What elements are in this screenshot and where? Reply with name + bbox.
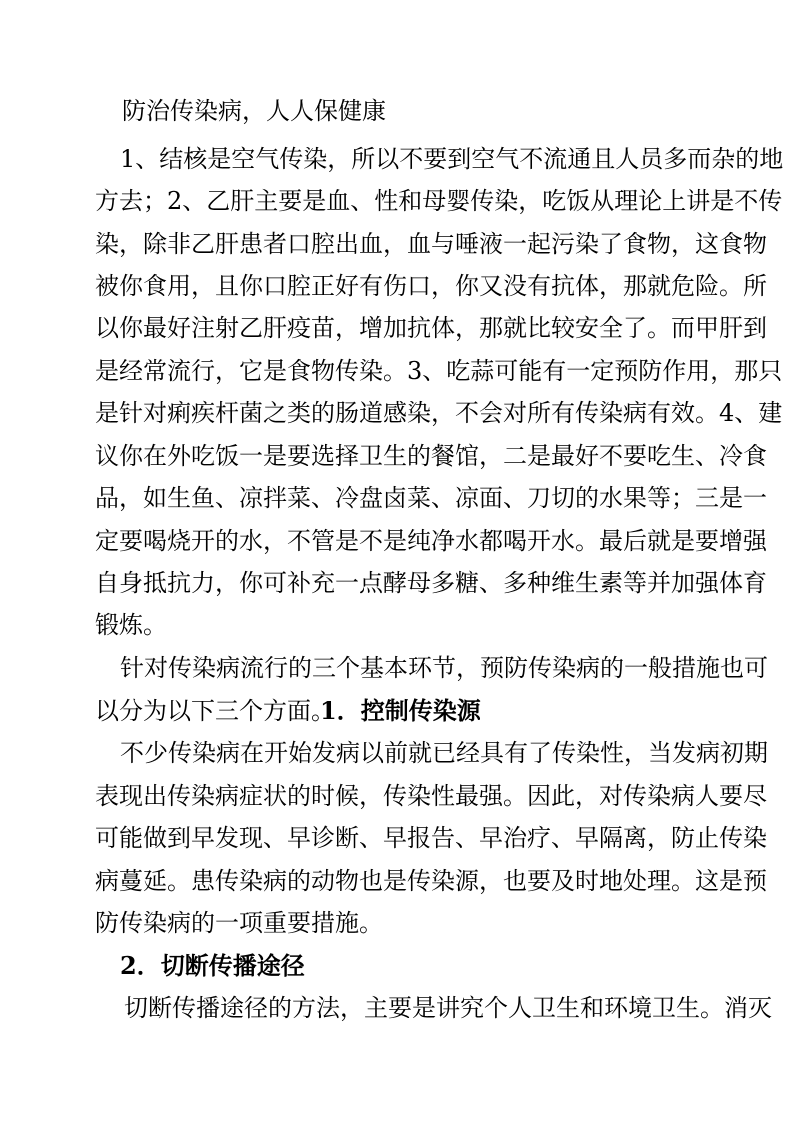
paragraph3-line-2: 表现出传染病症状的时候，传染性最强。因此，对传染病人要尽: [95, 782, 767, 810]
paragraph4-line-1: 切断传播途径的方法，主要是讲究个人卫生和环境卫生。消灭: [124, 994, 772, 1022]
paragraph3-line-3: 可能做到早发现、早诊断、早报告、早治疗、早隔离，防止传染: [95, 824, 767, 852]
paragraph1-line-7: 是针对痢疾杆菌之类的肠道感染，不会对所有传染病有效。4、建: [95, 399, 783, 427]
document-title: 防治传染病，人人保健康: [122, 97, 386, 125]
paragraph1-line-11: 自身抵抗力，你可补充一点酵母多糖、多种维生素等并加强体育: [95, 569, 767, 597]
paragraph2-line-1: 针对传染病流行的三个基本环节，预防传染病的一般措施也可: [120, 654, 768, 682]
paragraph1-line-4: 被你食用，且你口腔正好有伤口，你又没有抗体，那就危险。所: [95, 272, 767, 300]
paragraph1-line-12: 锻炼。: [95, 611, 167, 639]
section-heading-1: 1．控制传染源: [320, 696, 481, 725]
paragraph1-line-2: 方去；2、乙肝主要是血、性和母婴传染，吃饭从理论上讲是不传: [95, 187, 783, 215]
paragraph1-line-1: 1、结核是空气传染，所以不要到空气不流通且人员多而杂的地: [120, 145, 784, 173]
paragraph1-line-8: 议你在外吃饭一是要选择卫生的餐馆，二是最好不要吃生、冷食: [95, 442, 767, 470]
paragraph1-line-9: 品，如生鱼、凉拌菜、冷盘卤菜、凉面、刀切的水果等；三是一: [95, 484, 767, 512]
paragraph1-line-6: 是经常流行，它是食物传染。3、吃蒜可能有一定预防作用，那只: [95, 357, 783, 385]
paragraph3-line-5: 防传染病的一项重要措施。: [95, 909, 383, 937]
paragraph3-line-1: 不少传染病在开始发病以前就已经具有了传染性，当发病初期: [120, 739, 768, 767]
paragraph2-line-2: 以分为以下三个方面。: [95, 697, 335, 725]
section-heading-2: 2．切断传播途径: [120, 951, 305, 980]
paragraph1-line-3: 染，除非乙肝患者口腔出血，血与唾液一起污染了食物，这食物: [95, 230, 767, 258]
paragraph1-line-10: 定要喝烧开的水，不管是不是纯净水都喝开水。最后就是要增强: [95, 527, 767, 555]
paragraph3-line-4: 病蔓延。患传染病的动物也是传染源，也要及时地处理。这是预: [95, 867, 767, 895]
paragraph1-line-5: 以你最好注射乙肝疫苗，增加抗体，那就比较安全了。而甲肝到: [95, 314, 767, 342]
